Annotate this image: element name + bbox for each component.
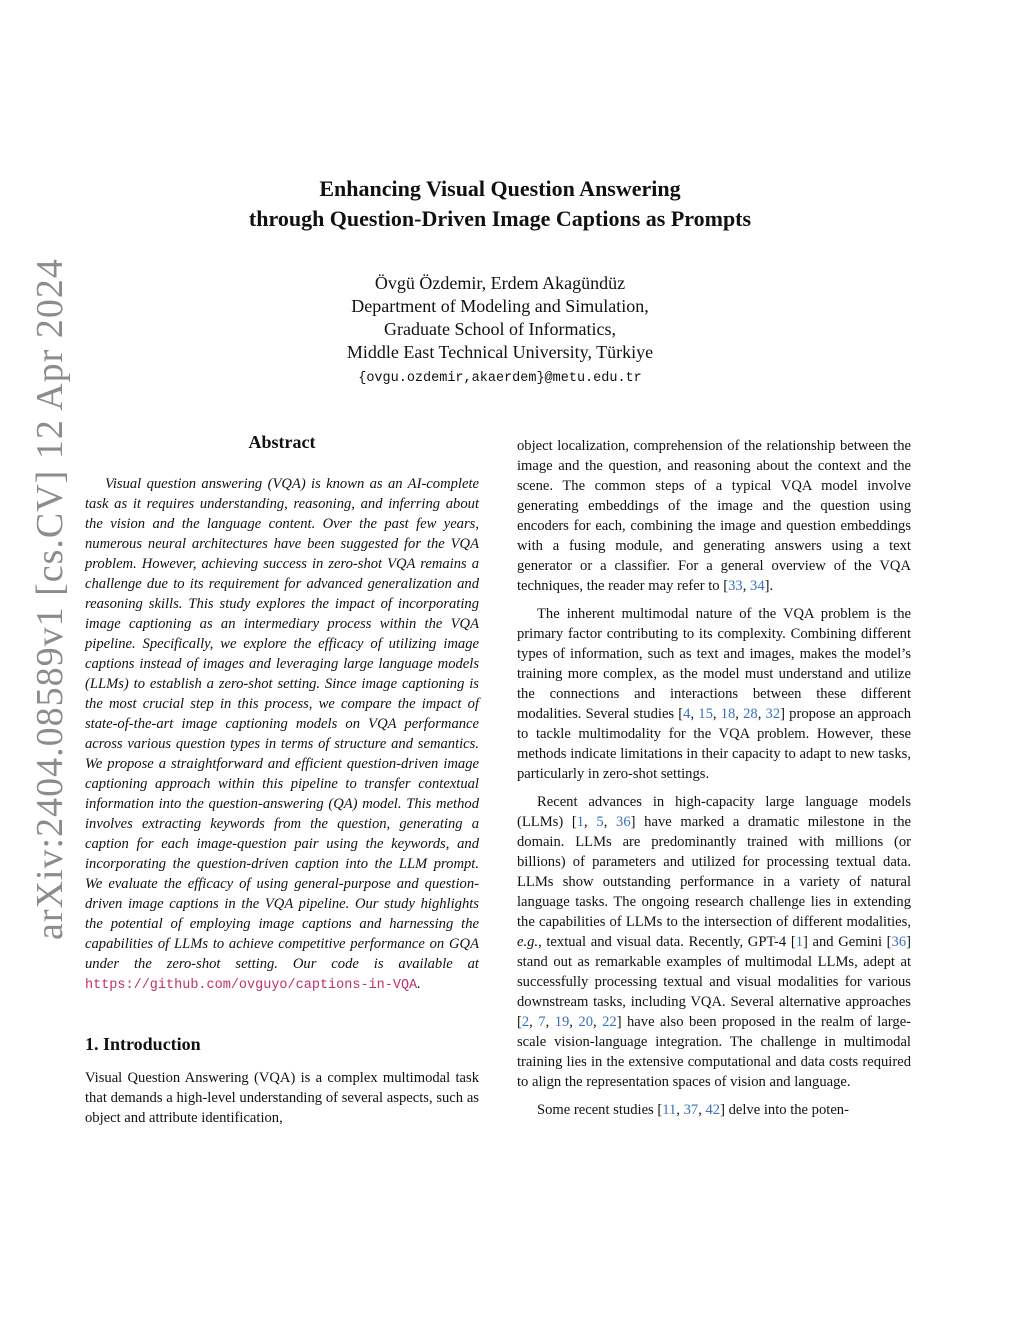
citation-link[interactable]: 19: [554, 1014, 570, 1030]
citation-link[interactable]: 32: [765, 706, 781, 722]
citation-link[interactable]: 36: [891, 934, 907, 950]
abstract-body: Visual question answering (VQA) is known as an AI-complete task as it requires understanding, reasoning, and inferring about the vision and the language content. Over the past few years, numerous neural architectures have been suggested for the VQA problem. However, achieving success in zero-shot VQA remains a challenge due to its requirement for advanced generalization and reasoning skills. This study explores the impact of incorporating image captioning as an intermediary process within the VQA pipeline. Specifically, we explore the efficacy of utilizing image captions instead of images and leveraging large language models (LLMs) to establish a zero-shot setting. Since image captioning is the most crucial step in this process, we compare the impact of state-of-the-art image captioning models on VQA performance across various question types in terms of structure and semantics. We propose a straightforward and efficient question-driven image captioning approach within this pipeline to transfer contextual information into the question-answering (QA) model. This method involves extracting keywords from the question, generating a caption for each image-question pair using the keywords, and incorporating the question-driven caption into the LLM prompt. We evaluate the efficacy of using general-purpose and question-driven image captions in the VQA pipeline. Our study highlights the potential of employing image captions and harnessing the capabilities of LLMs to achieve competitive performance on GQA under the zero-shot setting. Our code is available at: [85, 476, 479, 972]
citation-link[interactable]: 11: [662, 1102, 677, 1118]
paragraph-text: ] and Gemini [: [803, 934, 892, 950]
paragraph-llms: Recent advances in high-capacity large language models (LLMs) [1, 5, 36] have marked a dramatic milestone in the domain. LLMs are predominantly trained with millions (or billions) of parameters and utilized for processing textual data. LLMs show outstanding performance in a variety of natural language tasks. The ongoing research challenge lies in extending the capabilities of LLMs to the intersection of different modalities, e.g., textual and visual data. Recently, GPT-4 [1] and Gemini [36] stand out as remarkable examples of multimodal LLMs, adept at successfully processing textual and visual modalities for various downstream tasks, including VQA. Several alternative approaches [2, 7, 19, 20, 22] have also been proposed in the realm of large-scale vision-language integration. The challenge in multimodal training lies in the extensive computational and data costs required to align the representation spaces of vision and language.: [517, 794, 912, 1090]
paper-title: [150, 174, 850, 234]
abstract-text: [85, 474, 479, 996]
section-heading-introduction: 1. Introduction: [85, 1034, 201, 1054]
citation-link[interactable]: 1: [795, 934, 803, 950]
citation-link[interactable]: 1: [576, 814, 585, 830]
citation-link[interactable]: 2: [521, 1014, 530, 1030]
abstract-heading: Abstract: [248, 432, 316, 452]
paragraph-text: , textual and visual data. Recently, GPT-4 [: [538, 934, 796, 950]
paragraph-recent-studies: Some recent studies [11, 37, 42] delve into the poten-: [537, 1102, 849, 1118]
author-block: [200, 272, 800, 390]
affiliation-line-3: Middle East Technical University, Türkiye: [346, 342, 654, 362]
citation-link[interactable]: 36: [616, 814, 631, 830]
citation-link[interactable]: 4: [683, 706, 691, 722]
affiliation-line-2: Graduate School of Informatics,: [384, 319, 616, 339]
citation-link[interactable]: 37: [683, 1102, 699, 1118]
citation-link[interactable]: 7: [538, 1014, 546, 1030]
citation-link[interactable]: 20: [578, 1014, 593, 1030]
citation-link[interactable]: 42: [705, 1102, 721, 1118]
left-column: [85, 432, 479, 1128]
paragraph-text: The inherent multimodal nature of the VQA problem is the primary factor contributing to its complexity. Combining different types of information, such as text and images, makes the model’s training more complex, as the model must understand and utilize the connections and interactions between these different modalities. Several studies [: [517, 606, 911, 722]
citation-link[interactable]: 34: [750, 578, 765, 594]
right-column: [517, 436, 911, 1120]
paragraph-text: ].: [764, 578, 774, 594]
author-names: Övgü Özdemir, Erdem Akagündüz: [374, 273, 626, 293]
citation-link[interactable]: 15: [698, 706, 713, 722]
intro-paragraph-1: Visual Question Answering (VQA) is a complex multimodal task that demands a high-level understanding of several aspects, such as object and attribute identification,: [85, 1070, 479, 1126]
paragraph-vqa-steps: object localization, comprehension of the relationship between the image and the question, and reasoning about the context and the scene. The common steps of a typical VQA model involve generating embeddings of the image and the question using encoders for each, combining the image and question embeddings with a fusing module, and generating answers using a text generator or a classifier. For a general overview of the VQA techniques, the reader may refer to [33, 34].: [517, 438, 911, 594]
paragraph-text: ] stand out as remarkable examples of multimodal LLMs, adept at successfully processing textual and visual modalities for various downstream tasks, including VQA. Several alternative approaches [: [517, 934, 911, 1030]
title-line-1: Enhancing Visual Question Answering: [319, 176, 681, 201]
affiliation-line-1: Department of Modeling and Simulation,: [351, 296, 649, 316]
paragraph-text: ] propose an approach to tackle multimodality for the VQA problem. However, these methods indicate limitations in their capacity to adapt to new tasks, particularly in zero-shot settings.: [517, 706, 911, 782]
citation-link[interactable]: 28: [743, 706, 758, 722]
paragraph-text: ] have also been proposed in the realm of large-scale vision-language integration. The challenge in multimodal training lies in the extensive computational and data costs required to align the representation spaces of vision and language.: [517, 1014, 912, 1090]
arxiv-identifier: arXiv:2404.08589v1 [cs.CV] 12 Apr 2024: [29, 258, 71, 940]
citation-link[interactable]: 5: [596, 814, 604, 830]
code-link[interactable]: https://github.com/ovguyo/captions-in-VQA: [85, 978, 418, 993]
abstract-end: .: [417, 976, 421, 992]
citation-link[interactable]: 18: [720, 706, 736, 722]
paragraph-text: ] have marked a dramatic milestone in the domain. LLMs are predominantly trained with millions (or billions) of parameters and utilized for processing textual data. LLMs show outstanding performance in a variety of natural language tasks. The ongoing research challenge lies in extending the capabilities of LLMs to the intersection of different modalities,: [517, 814, 912, 930]
paragraph-text: Recent advances in high-capacity large language models (LLMs) [: [517, 794, 911, 830]
emphasis-eg: e.g.: [517, 934, 539, 950]
author-email: {ovgu.ozdemir,akaerdem}@metu.edu.tr: [358, 371, 642, 386]
paragraph-text: object localization, comprehension of the relationship between the image and the question, and reasoning about the context and the scene. The common steps of a typical VQA model involve generating embeddings of the image and the question using encoders for each, combining the image and question embeddings with a fusing module, and generating answers using a text generator or a classifier. For a general overview of the VQA techniques, the reader may refer to: [517, 438, 911, 594]
paragraph-multimodal: The inherent multimodal nature of the VQA problem is the primary factor contributing to its complexity. Combining different types of information, such as text and images, makes the model’s training more complex, as the model must understand and utilize the connections and interactions between these different modalities. Several studies [4, 15, 18, 28, 32] propose an approach to tackle multimodality for the VQA problem. However, these methods indicate limitations in their capacity to adapt to new tasks, particularly in zero-shot settings.: [517, 606, 911, 782]
citation-link[interactable]: 33: [728, 578, 743, 594]
citation-link[interactable]: 22: [602, 1014, 617, 1030]
citation-separator: ,: [742, 578, 751, 594]
title-line-2: through Question-Driven Image Captions as Prompts: [248, 206, 752, 231]
paragraph-text: ] delve into the poten-: [720, 1102, 849, 1118]
paragraph-text: Some recent studies [: [537, 1102, 663, 1118]
